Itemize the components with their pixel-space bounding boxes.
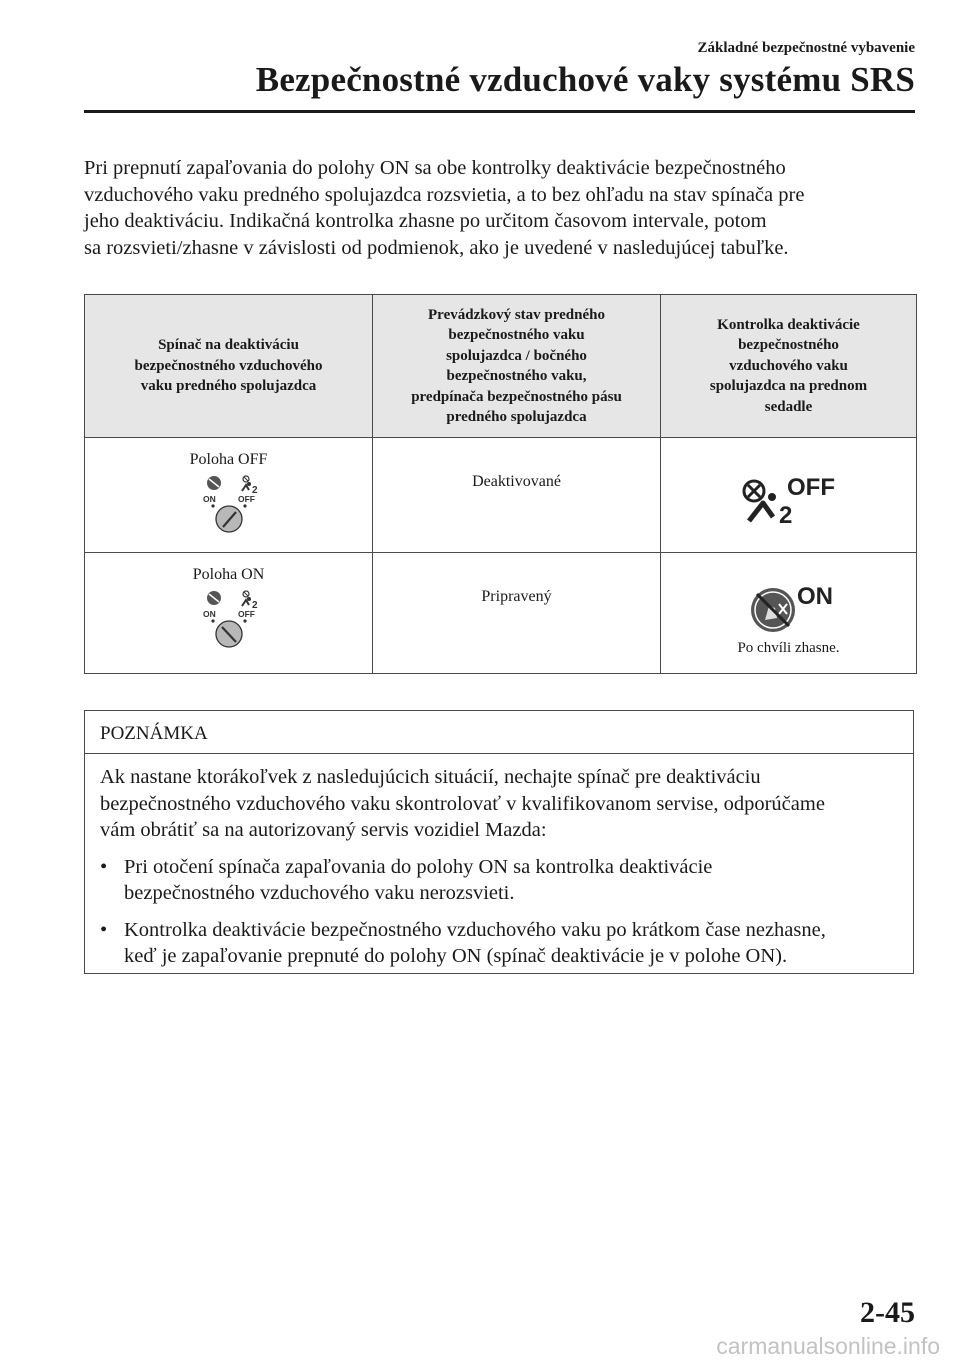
header-switch [85,295,373,438]
page-number: 2-45 [860,1296,915,1329]
intro-line: Pri prepnutí zapaľovania do polohy ON sa obe kontrolky deaktivácie bezpečnostného [84,157,786,179]
header-line: vaku predného spolujazdca [140,378,317,395]
switch-on-mark: ON [202,494,216,504]
bullet-line: Kontrolka deaktivácie bezpečnostného vzduchového vaku po krátkom čase nezhasne, [124,918,826,941]
header-indicator [661,295,917,438]
bullet-line: bezpečnostného vzduchového vaku nerozsvieti. [124,882,515,904]
header-line: bezpečnostného vaku, [446,368,587,384]
indicator-off-label: OFF [786,474,835,501]
header-line: bezpečnostného vzduchového [134,357,323,374]
intro-line: sa rozsvieti/zhasne v závislosti od podmienok, ako je uvedené v nasledujúcej tabuľke. [84,236,789,259]
indicator-cell [661,553,917,674]
section-title: Základné bezpečnostné vybavenie [697,40,915,56]
header-line: bezpečnostného [738,337,839,354]
switch-num-label: 2 [251,600,258,611]
status-cell [373,438,661,553]
header-line: bezpečnostného vaku [448,327,585,343]
header-line: sedadle [764,398,813,415]
airbag-on-indicator-icon [739,582,839,636]
note-title: POZNÁMKA [85,711,913,754]
key-switch-off-icon [187,475,271,533]
note-bullet [100,917,901,970]
operation-status: Deaktivované [472,473,561,490]
indicator-on-label: ON [796,583,833,610]
note-line: vám obrátiť sa na autorizovaný servis vozidiel Mazda: [100,819,547,841]
airbag-off-indicator-icon [739,471,839,529]
bullet-text [124,854,712,907]
intro-line: vzduchového vaku predného spolujazdca rozsvietia, a to bez ohľadu na stav spínača pre [84,183,805,206]
header-line: Kontrolka deaktivácie [717,316,860,333]
switch-off-mark: OFF [237,609,255,619]
header-line: Spínač na deaktiváciu [158,337,299,354]
table-row [85,553,917,674]
header-line: Prevádzkový stav predného [428,306,605,323]
indicator-note: Po chvíli zhasne. [737,640,840,656]
header-operation-state [373,295,661,438]
note-intro [100,764,901,844]
intro-paragraph [84,155,919,261]
header-line: spolujazdca na prednom [709,378,868,395]
switch-num-label: 2 [251,485,258,496]
note-box [84,710,914,974]
bullet-line: keď je zapaľovanie prepnuté do polohy ON (spínač deaktivácie je v polohe ON). [124,945,788,967]
bullet-text [124,917,826,970]
bullet-line: Pri otočení spínača zapaľovania do polohy ON sa kontrolka deaktivácie [124,855,713,878]
status-cell [373,553,661,674]
note-line: Ak nastane ktorákoľvek z nasledujúcich situácií, nechajte spínač pre deaktiváciu [100,766,761,788]
switch-position-label: Poloha OFF [189,451,268,468]
switch-on-mark: ON [202,609,216,619]
switch-cell [85,553,373,674]
watermark: carmanualsonline.info [716,1333,940,1359]
switch-cell [85,438,373,553]
table-row [85,438,917,553]
operation-status: Pripravený [481,588,552,605]
key-switch-on-icon [187,590,271,648]
header-line: spolujazdca / bočného [446,347,587,364]
switch-off-mark: OFF [237,494,255,504]
header-line: predného spolujazdca [446,409,587,425]
indicator-number: 2 [778,502,792,529]
note-bullet [100,854,901,907]
note-body [85,754,913,970]
page-title: Bezpečnostné vzduchové vaky systému SRS [255,60,915,99]
indicator-cell [661,438,917,553]
table-header-row [85,295,917,438]
intro-line: jeho deaktiváciu. Indikačná kontrolka zhasne po určitom časovom intervale, potom [84,210,767,232]
switch-position-label: Poloha ON [192,566,265,583]
note-line: bezpečnostného vzduchového vaku skontrolovať v kvalifikovanom servise, odporúčame [100,792,825,815]
header-rule [84,110,915,113]
header-line: predpínača bezpečnostného pásu [411,388,622,405]
bullet-icon: • [100,918,108,941]
deactivation-status-table [84,294,917,674]
header-line: vzduchového vaku [729,357,848,374]
bullet-icon: • [100,855,108,878]
